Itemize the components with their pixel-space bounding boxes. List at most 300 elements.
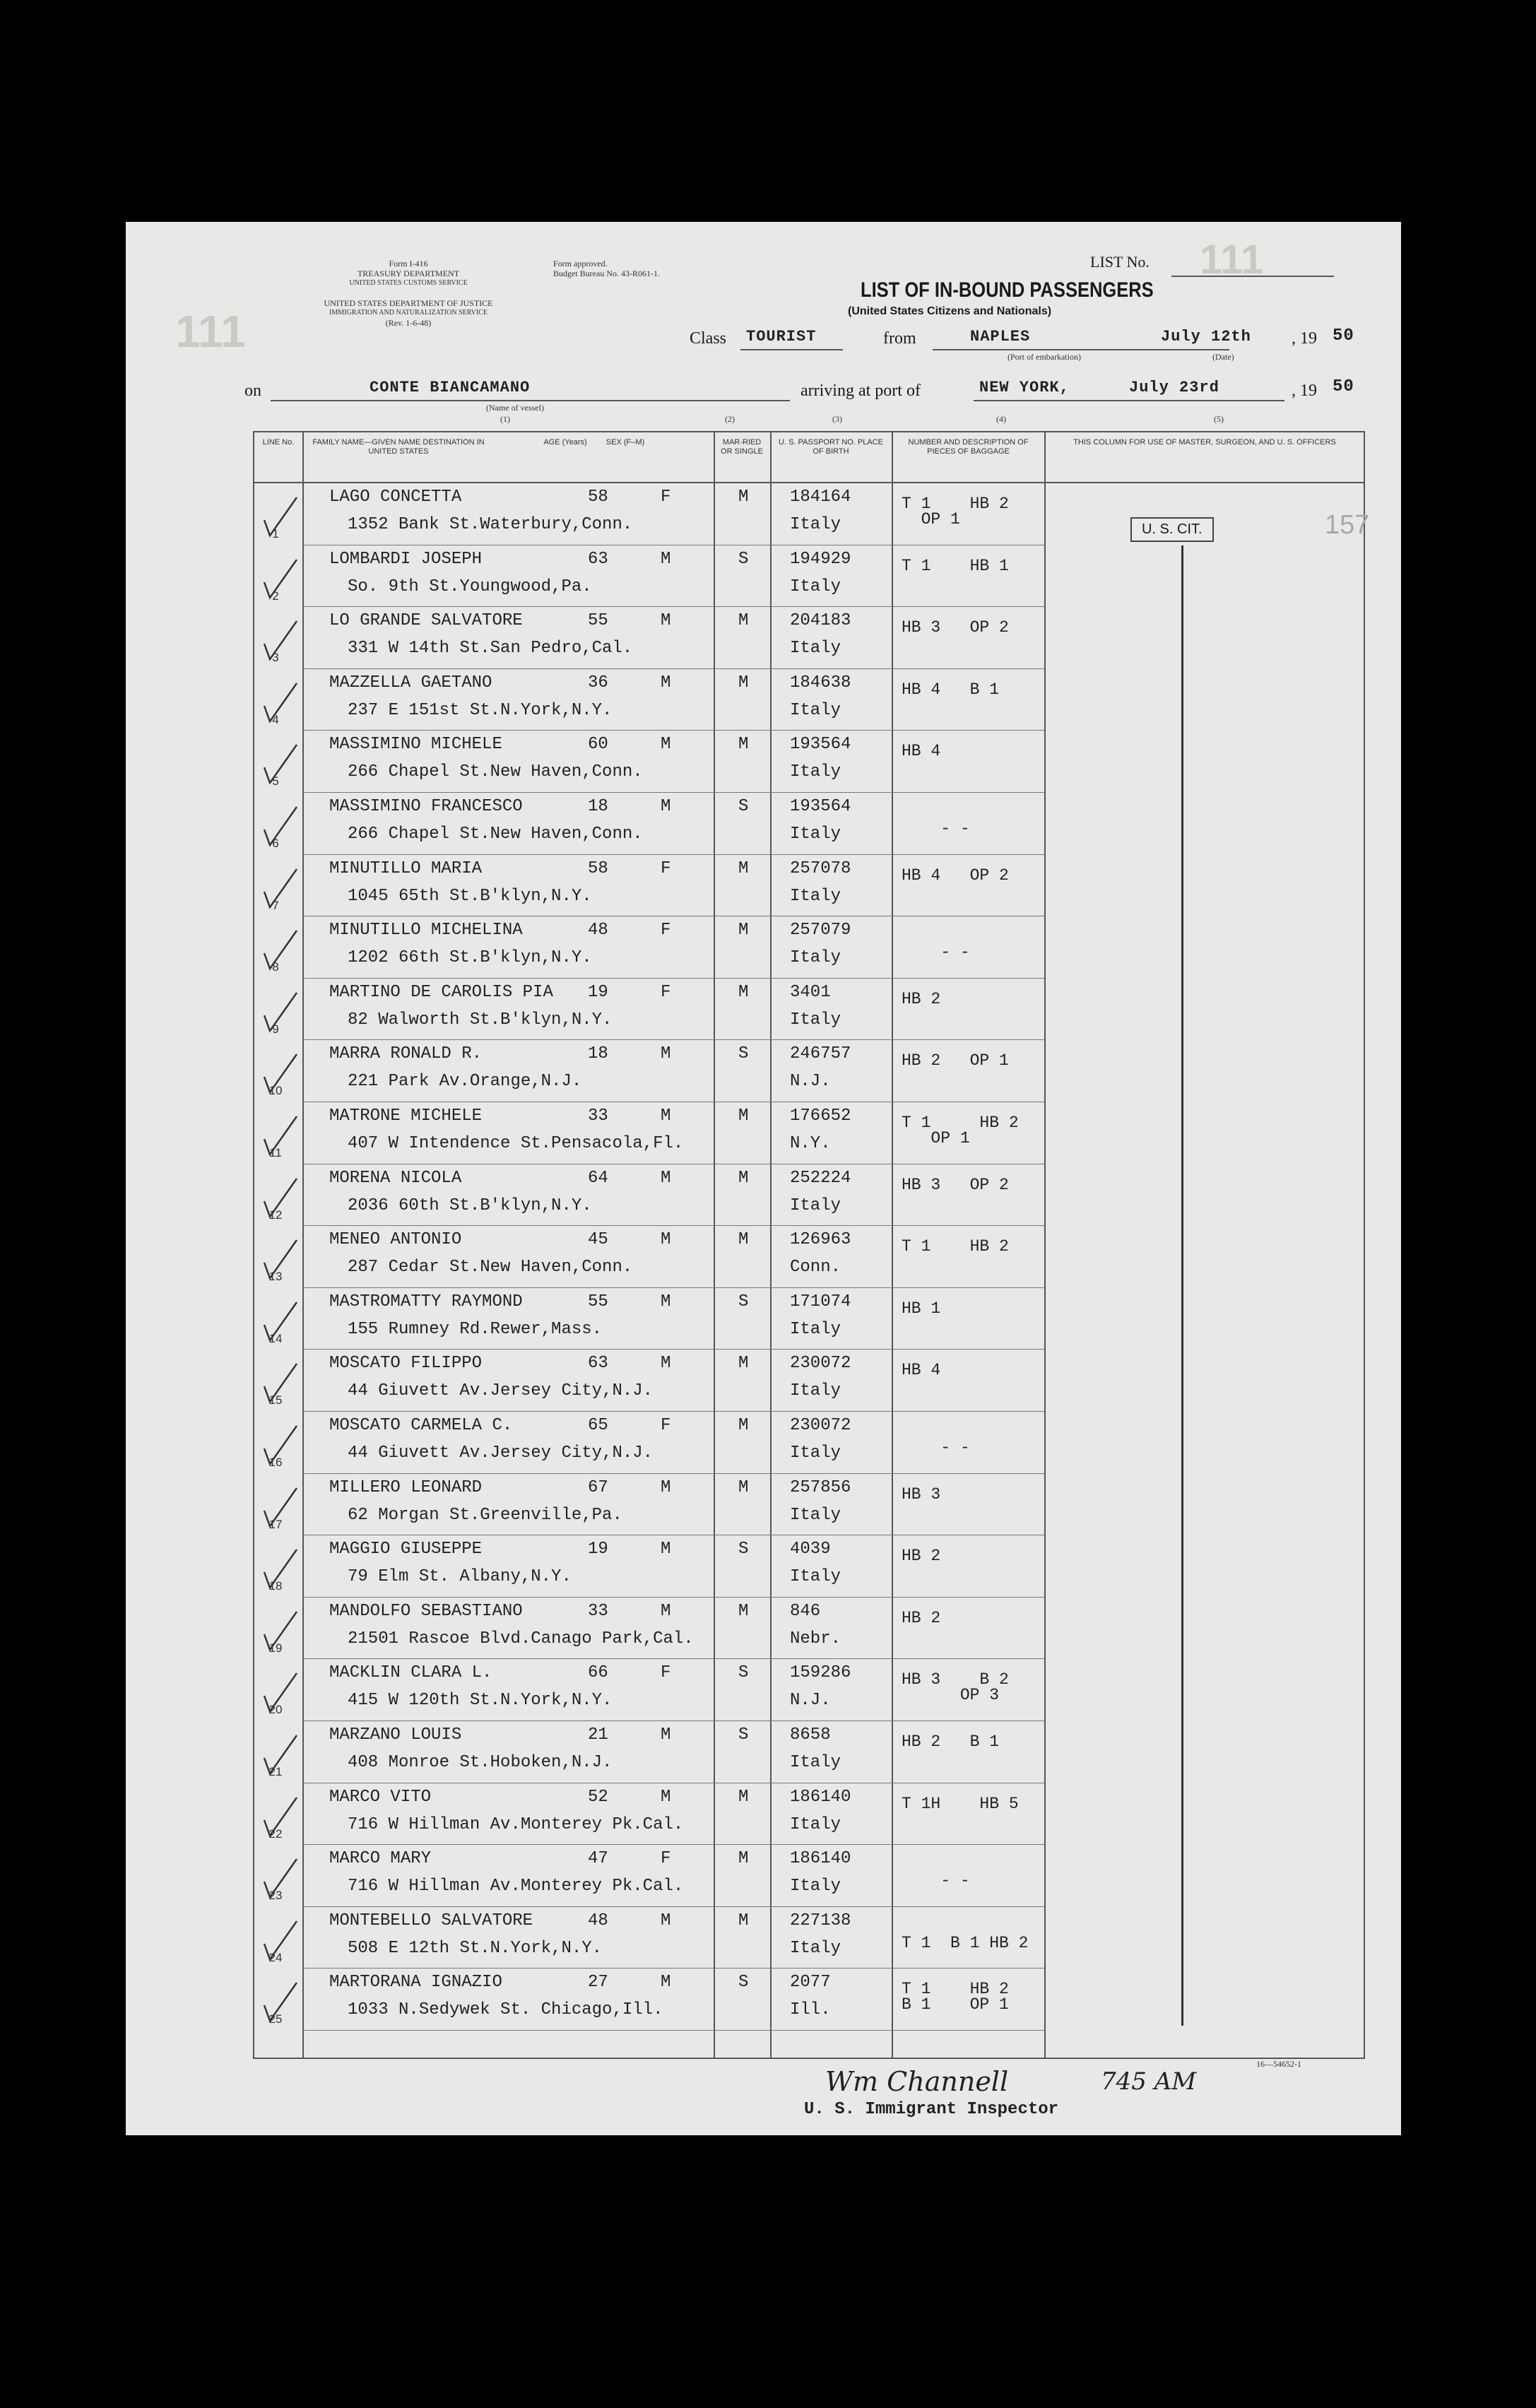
baggage-line-1: T 1 HB 2 <box>902 1114 1019 1132</box>
line-number: 8 <box>272 960 279 974</box>
destination-address: 44 Giuvett Av.Jersey City,N.J. <box>348 1381 654 1401</box>
passenger-name: MARTORANA IGNAZIO <box>329 1973 502 1993</box>
passenger-age: 60 <box>588 735 608 755</box>
header-line-no: LINE No. <box>262 438 295 447</box>
baggage-line-1: HB 3 <box>902 1485 941 1504</box>
passenger-age: 67 <box>588 1477 608 1497</box>
marital-status: M <box>738 1477 749 1497</box>
line-number: 25 <box>268 2012 283 2026</box>
col-num-4: (4) <box>996 414 1006 424</box>
passenger-age: 33 <box>588 1106 608 1126</box>
form-code: 16—54652-1 <box>1256 2059 1301 2069</box>
passport-number: 257856 <box>790 1477 851 1497</box>
marital-status: M <box>738 1416 749 1435</box>
marital-status: S <box>738 549 749 569</box>
passenger-age: 33 <box>588 1601 608 1621</box>
passenger-name: MINUTILLO MICHELINA <box>329 921 523 940</box>
passport-number: 230072 <box>790 1416 851 1435</box>
baggage-line-1: HB 2 <box>902 1608 941 1627</box>
table-row <box>254 1102 1364 1164</box>
baggage-line-2: OP 1 <box>902 510 960 529</box>
destination-address: 82 Walworth St.B'klyn,N.Y. <box>348 1010 613 1029</box>
baggage-line-1: HB 3 B 2 <box>902 1670 1009 1689</box>
passenger-name: MATRONE MICHELE <box>329 1106 483 1126</box>
place-of-birth: Conn. <box>790 1258 841 1277</box>
table-row <box>254 855 1364 917</box>
passenger-sex: F <box>661 1849 671 1869</box>
passport-number: 252224 <box>790 1168 851 1188</box>
manifest-page <box>126 222 1401 2135</box>
passenger-name: MARRA RONALD R. <box>329 1044 483 1064</box>
baggage-line-1: T 1 HB 2 <box>902 1980 1009 1999</box>
year-prefix-1: , 19 <box>1292 329 1317 348</box>
passenger-sex: M <box>661 611 671 631</box>
baggage-line-1: HB 4 OP 2 <box>902 866 1009 885</box>
passenger-name: LO GRANDE SALVATORE <box>329 611 523 631</box>
line-number: 3 <box>272 651 279 665</box>
line-number: 11 <box>269 1146 282 1159</box>
destination-address: 79 Elm St. Albany,N.Y. <box>348 1567 572 1587</box>
passenger-age: 19 <box>588 982 608 1002</box>
place-of-birth: Ill. <box>790 2000 831 2020</box>
baggage-line-1: HB 4 <box>902 742 941 761</box>
destination-address: 1033 N.Sedywek St. Chicago,Ill. <box>348 2000 663 2020</box>
passenger-name: MASSIMINO FRANCESCO <box>329 797 523 816</box>
destination-address: 1045 65th St.B'klyn,N.Y. <box>348 886 592 906</box>
place-of-birth: Italy <box>790 1505 841 1525</box>
passenger-name: MARTINO DE CAROLIS PIA <box>329 982 553 1002</box>
header-name: FAMILY NAME—GIVEN NAME DESTINATION IN UNITED STATES <box>312 438 485 456</box>
passenger-name: MARCO VITO <box>329 1787 432 1807</box>
arrival-port: NEW YORK, <box>979 379 1070 396</box>
passenger-sex: F <box>661 488 671 507</box>
header-married: MAR-RIED OR SINGLE <box>721 438 763 456</box>
passport-number: 846 <box>790 1601 821 1621</box>
passenger-name: MACKLIN CLARA L. <box>329 1663 492 1683</box>
baggage-line-1: HB 2 <box>902 989 941 1008</box>
port-embarkation-caption: (Port of embarkation) <box>1008 352 1081 362</box>
line-number: 12 <box>268 1208 283 1222</box>
list-no-underline <box>1171 276 1334 277</box>
table-row <box>254 1783 1364 1846</box>
table-row <box>254 1969 1364 2031</box>
class-label: Class <box>690 329 727 348</box>
destination-address: 415 W 120th St.N.York,N.Y. <box>348 1691 613 1711</box>
arrival-date: July 23rd <box>1129 379 1219 396</box>
destination-address: 266 Chapel St.New Haven,Conn. <box>348 825 643 844</box>
passenger-name: MOSCATO CARMELA C. <box>329 1416 513 1435</box>
marital-status: M <box>738 1168 749 1188</box>
place-of-birth: N.J. <box>790 1691 831 1711</box>
table-row <box>254 1845 1364 1907</box>
passport-number: 194929 <box>790 549 851 569</box>
place-of-birth: Italy <box>790 1877 841 1896</box>
passenger-name: MENEO ANTONIO <box>329 1230 462 1250</box>
place-of-birth: Italy <box>790 1381 841 1401</box>
header-age: AGE (Years) <box>543 438 587 447</box>
line-number: 22 <box>268 1826 283 1841</box>
baggage-line-2: - - <box>902 1872 970 1891</box>
passport-number: 227138 <box>790 1911 851 1930</box>
passenger-age: 63 <box>588 549 608 569</box>
passport-number: 204183 <box>790 611 851 631</box>
passenger-name: LAGO CONCETTA <box>329 488 462 507</box>
passenger-sex: M <box>661 735 671 755</box>
baggage-line-1: HB 3 OP 2 <box>902 1175 1009 1194</box>
destination-address: 221 Park Av.Orange,N.J. <box>348 1072 582 1092</box>
col-num-2: (2) <box>725 414 735 424</box>
on-label: on <box>244 382 261 400</box>
passenger-sex: M <box>661 1292 671 1311</box>
passenger-age: 55 <box>588 611 608 631</box>
marital-status: M <box>738 1354 749 1374</box>
table-row <box>254 1412 1364 1474</box>
passenger-sex: M <box>661 1973 671 1993</box>
destination-address: 44 Giuvett Av.Jersey City,N.J. <box>348 1444 654 1463</box>
class-underline <box>740 349 843 350</box>
passenger-age: 58 <box>588 858 608 878</box>
marital-status: M <box>738 921 749 940</box>
marital-status: M <box>738 735 749 755</box>
destination-address: 407 W Intendence St.Pensacola,Fl. <box>348 1134 684 1153</box>
marital-status: M <box>738 1106 749 1126</box>
table-row <box>254 916 1364 979</box>
passenger-name: MARZANO LOUIS <box>329 1725 462 1745</box>
table-row <box>254 545 1364 608</box>
passenger-name: MARCO MARY <box>329 1849 432 1869</box>
passenger-age: 52 <box>588 1787 608 1807</box>
destination-address: So. 9th St.Youngwood,Pa. <box>348 577 592 596</box>
passenger-sex: M <box>661 1354 671 1374</box>
baggage-line-1: HB 4 <box>902 1361 941 1380</box>
date-caption: (Date) <box>1212 352 1234 362</box>
marital-status: M <box>738 1230 749 1250</box>
passenger-name: MAGGIO GIUSEPPE <box>329 1540 483 1559</box>
place-of-birth: Italy <box>790 577 841 596</box>
marital-status: S <box>738 1540 749 1559</box>
place-of-birth: Nebr. <box>790 1629 841 1648</box>
passenger-table <box>253 431 1370 2059</box>
baggage-line-1: T 1H HB 5 <box>902 1794 1019 1813</box>
marital-status: M <box>738 1601 749 1621</box>
vessel-name: CONTE BIANCAMANO <box>370 379 531 396</box>
baggage-line-1: HB 2 B 1 <box>902 1733 1000 1751</box>
passenger-name: MILLERO LEONARD <box>329 1477 483 1497</box>
passport-number: 257079 <box>790 921 851 940</box>
baggage-line-1: T 1 HB 2 <box>902 1237 1009 1256</box>
passenger-age: 65 <box>588 1416 608 1435</box>
passport-number: 246757 <box>790 1044 851 1064</box>
passport-number: 8658 <box>790 1725 831 1745</box>
place-of-birth: Italy <box>790 825 841 844</box>
line-number: 6 <box>272 837 279 850</box>
baggage-line-1: T 1 HB 2 <box>902 495 1009 513</box>
table-row <box>254 1226 1364 1288</box>
table-row <box>254 979 1364 1041</box>
passenger-name: MOSCATO FILIPPO <box>329 1354 483 1374</box>
passport-number: 184638 <box>790 673 851 692</box>
place-of-birth: Italy <box>790 1010 841 1029</box>
passenger-age: 18 <box>588 797 608 816</box>
vessel-underline <box>271 400 790 401</box>
header-officers: THIS COLUMN FOR USE OF MASTER, SURGEON, AND U. S. OFFICERS <box>1073 438 1336 447</box>
dept-immigration: IMMIGRATION AND NATURALIZATION SERVICE <box>329 309 488 317</box>
passenger-name: MANDOLFO SEBASTIANO <box>329 1601 523 1621</box>
destination-address: 266 Chapel St.New Haven,Conn. <box>348 762 643 782</box>
passenger-sex: M <box>661 1106 671 1126</box>
baggage-line-1: HB 3 OP 2 <box>902 618 1009 637</box>
ditto-line <box>1181 545 1183 2026</box>
from-underline <box>933 349 1229 350</box>
line-number: 4 <box>272 712 279 726</box>
passenger-age: 19 <box>588 1540 608 1559</box>
passport-number: 193564 <box>790 735 851 755</box>
destination-address: 2036 60th St.B'klyn,N.Y. <box>348 1196 592 1215</box>
header-sex: SEX (F–M) <box>605 438 645 447</box>
document-title: LIST OF IN-BOUND PASSENGERS <box>861 278 1154 302</box>
header-passport: U. S. PASSPORT NO. PLACE OF BIRTH <box>779 438 883 456</box>
place-of-birth: Italy <box>790 886 841 906</box>
passport-number: 159286 <box>790 1663 851 1683</box>
embarkation-port: NAPLES <box>970 328 1031 346</box>
line-number: 16 <box>268 1456 283 1469</box>
class-value: TOURIST <box>746 328 817 346</box>
line-number: 10 <box>268 1084 283 1098</box>
passenger-sex: M <box>661 1540 671 1559</box>
table-row <box>254 607 1364 669</box>
line-number: 19 <box>268 1641 283 1655</box>
line-number: 2 <box>272 589 279 603</box>
year-1: 50 <box>1333 326 1354 346</box>
passport-number: 230072 <box>790 1354 851 1374</box>
passenger-sex: M <box>661 1911 671 1930</box>
place-of-birth: Italy <box>790 948 841 968</box>
marital-status: M <box>738 858 749 878</box>
place-of-birth: N.J. <box>790 1072 831 1092</box>
destination-address: 287 Cedar St.New Haven,Conn. <box>348 1258 633 1277</box>
year-prefix-2: , 19 <box>1292 382 1317 400</box>
destination-address: 1352 Bank St.Waterbury,Conn. <box>348 515 633 534</box>
table-row <box>254 1535 1364 1598</box>
line-number: 21 <box>268 1765 283 1778</box>
marital-status: S <box>738 1292 749 1311</box>
table-row <box>254 1288 1364 1350</box>
destination-address: 408 Monroe St.Hoboken,N.J. <box>348 1753 613 1772</box>
col-num-3: (3) <box>832 414 842 424</box>
baggage-line-2: OP 3 <box>902 1686 1000 1705</box>
passenger-age: 66 <box>588 1663 608 1683</box>
arrival-underline <box>974 400 1284 401</box>
destination-address: 331 W 14th St.San Pedro,Cal. <box>348 639 633 659</box>
passenger-age: 63 <box>588 1354 608 1374</box>
passenger-sex: F <box>661 1663 671 1683</box>
place-of-birth: Italy <box>790 1319 841 1339</box>
baggage-line-2: T 1 B 1 HB 2 <box>902 1933 1029 1952</box>
passenger-age: 48 <box>588 921 608 940</box>
destination-address: 1202 66th St.B'klyn,N.Y. <box>348 948 592 968</box>
marital-status: M <box>738 1849 749 1869</box>
line-number: 1 <box>272 527 279 541</box>
table-row <box>254 1659 1364 1721</box>
passenger-sex: M <box>661 549 671 569</box>
embarkation-date: July 12th <box>1161 328 1251 346</box>
list-no-label: LIST No. <box>1090 253 1150 271</box>
line-number: 5 <box>272 774 279 789</box>
place-of-birth: Italy <box>790 1938 841 1958</box>
passenger-age: 27 <box>588 1973 608 1993</box>
passenger-name: MASSIMINO MICHELE <box>329 735 502 755</box>
list-no-value: 111 <box>1200 237 1264 283</box>
place-of-birth: Italy <box>790 639 841 659</box>
destination-address: 716 W Hillman Av.Monterey Pk.Cal. <box>348 1877 684 1896</box>
table-row <box>254 669 1364 731</box>
line-number: 14 <box>268 1331 283 1345</box>
table-row <box>254 1164 1364 1227</box>
line-number: 23 <box>268 1889 283 1903</box>
line-number: 7 <box>272 898 279 912</box>
place-of-birth: Italy <box>790 1567 841 1587</box>
marital-status: M <box>738 488 749 507</box>
marital-status: S <box>738 1725 749 1745</box>
table-row <box>254 1474 1364 1536</box>
destination-address: 237 E 151st St.N.York,N.Y. <box>348 700 613 720</box>
place-of-birth: Italy <box>790 762 841 782</box>
baggage-line-2: - - <box>902 943 970 962</box>
destination-address: 62 Morgan St.Greenville,Pa. <box>348 1505 622 1525</box>
col-num-1: (1) <box>500 414 510 424</box>
passenger-name: MAZZELLA GAETANO <box>329 673 492 692</box>
passenger-name: MASTROMATTY RAYMOND <box>329 1292 523 1311</box>
line-number: 15 <box>268 1393 283 1407</box>
from-label: from <box>883 329 916 348</box>
arriving-label: arriving at port of <box>801 382 921 400</box>
marital-status: M <box>738 673 749 692</box>
place-of-birth: N.Y. <box>790 1134 831 1153</box>
marital-status: M <box>738 611 749 631</box>
passport-number: 171074 <box>790 1292 851 1311</box>
signature-time: 745 AM <box>1101 2067 1197 2096</box>
destination-address: 21501 Rascoe Blvd.Canago Park,Cal. <box>348 1629 694 1648</box>
passenger-name: LOMBARDI JOSEPH <box>329 549 483 569</box>
passenger-sex: M <box>661 1168 671 1188</box>
passenger-sex: M <box>661 1044 671 1064</box>
baggage-line-2: OP 1 <box>902 1129 970 1147</box>
passport-number: 186140 <box>790 1849 851 1869</box>
place-of-birth: Italy <box>790 515 841 534</box>
row-divider <box>302 2030 1044 2031</box>
line-number: 13 <box>268 1270 283 1284</box>
passport-number: 3401 <box>790 982 831 1002</box>
form-number: Form I-416 <box>389 259 428 268</box>
passenger-sex: M <box>661 1725 671 1745</box>
baggage-line-2: - - <box>902 820 970 838</box>
baggage-line-2: B 1 OP 1 <box>902 1995 1009 2014</box>
passenger-name: MONTEBELLO SALVATORE <box>329 1911 533 1930</box>
vessel-caption: (Name of vessel) <box>486 403 544 413</box>
passenger-sex: M <box>661 1230 671 1250</box>
line-number: 24 <box>268 1950 283 1964</box>
col-num-5: (5) <box>1214 414 1224 424</box>
passenger-age: 55 <box>588 1292 608 1311</box>
line-number: 18 <box>268 1579 283 1593</box>
passport-number: 186140 <box>790 1787 851 1807</box>
passenger-age: 47 <box>588 1849 608 1869</box>
destination-address: 508 E 12th St.N.York,N.Y. <box>348 1938 603 1958</box>
marital-status: S <box>738 797 749 816</box>
place-of-birth: Italy <box>790 1753 841 1772</box>
line-number: 20 <box>268 1703 283 1717</box>
passenger-sex: M <box>661 1477 671 1497</box>
baggage-line-1: T 1 HB 1 <box>902 556 1009 575</box>
passport-number: 176652 <box>790 1106 851 1126</box>
passport-number: 2077 <box>790 1973 831 1993</box>
table-row <box>254 1721 1364 1783</box>
baggage-line-1: HB 4 B 1 <box>902 680 1000 699</box>
passenger-age: 36 <box>588 673 608 692</box>
passenger-age: 21 <box>588 1725 608 1745</box>
inspector-title: U. S. Immigrant Inspector <box>804 2100 1059 2119</box>
marital-status: M <box>738 1911 749 1930</box>
baggage-line-1: HB 2 <box>902 1547 941 1566</box>
document-subtitle: (United States Citizens and Nationals) <box>848 305 1052 317</box>
passenger-sex: M <box>661 1787 671 1807</box>
marital-status: M <box>738 982 749 1002</box>
year-2: 50 <box>1333 377 1354 396</box>
passenger-sex: F <box>661 858 671 878</box>
passport-number: 184164 <box>790 488 851 507</box>
passenger-age: 58 <box>588 488 608 507</box>
passenger-sex: F <box>661 921 671 940</box>
page-number-mark: 157 <box>1325 510 1370 540</box>
passenger-age: 18 <box>588 1044 608 1064</box>
baggage-line-1: HB 1 <box>902 1299 941 1318</box>
dept-customs: UNITED STATES CUSTOMS SERVICE <box>349 279 468 287</box>
dept-treasury: TREASURY DEPARTMENT <box>357 268 460 278</box>
header-baggage: NUMBER AND DESCRIPTION OF PIECES OF BAGGAGE <box>908 438 1029 456</box>
table-row <box>254 793 1364 855</box>
passenger-sex: M <box>661 673 671 692</box>
us-citizen-stamp: U. S. CIT. <box>1130 517 1214 542</box>
passport-number: 126963 <box>790 1230 851 1250</box>
form-approved: Form approved. <box>553 259 608 268</box>
table-row <box>254 1040 1364 1102</box>
passport-number: 4039 <box>790 1540 831 1559</box>
passenger-sex: F <box>661 1416 671 1435</box>
marital-status: S <box>738 1973 749 1993</box>
passenger-sex: F <box>661 982 671 1002</box>
marital-status: M <box>738 1787 749 1807</box>
passenger-age: 48 <box>588 1911 608 1930</box>
place-of-birth: Italy <box>790 1814 841 1834</box>
passenger-sex: M <box>661 797 671 816</box>
destination-address: 716 W Hillman Av.Monterey Pk.Cal. <box>348 1814 684 1834</box>
passenger-age: 64 <box>588 1168 608 1188</box>
inspector-signature: Wm Channell <box>825 2066 1009 2097</box>
baggage-line-2: - - <box>902 1439 970 1457</box>
baggage-line-1: HB 2 OP 1 <box>902 1051 1009 1070</box>
line-number: 17 <box>268 1517 283 1531</box>
passenger-age: 45 <box>588 1230 608 1250</box>
marital-status: S <box>738 1663 749 1683</box>
table-row <box>254 1598 1364 1660</box>
table-row <box>254 731 1364 793</box>
place-of-birth: Italy <box>790 1444 841 1463</box>
budget-bureau: Budget Bureau No. 43-R061-1. <box>553 268 660 278</box>
destination-address: 155 Rumney Rd.Rewer,Mass. <box>348 1319 603 1339</box>
marital-status: S <box>738 1044 749 1064</box>
passport-number: 193564 <box>790 797 851 816</box>
place-of-birth: Italy <box>790 1196 841 1215</box>
